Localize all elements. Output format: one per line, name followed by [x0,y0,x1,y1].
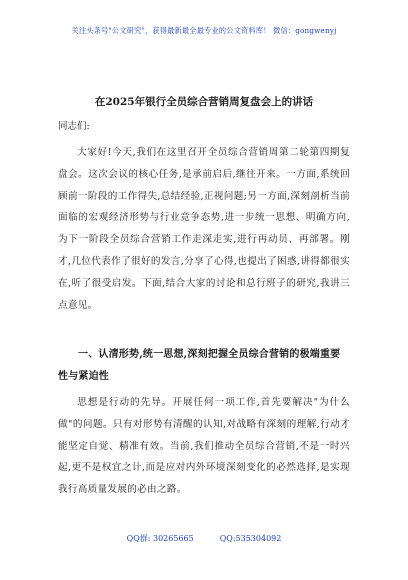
salutation: 同志们: [58,121,90,132]
document-title: 在2025年银行全员综合营销周复盘会上的讲话 [94,96,314,108]
footer-qq: QQ:535304092 [219,534,282,543]
footer-qq-group: QQ群: 30265665 [126,534,194,543]
section-heading-1: 一、认清形势,统一思想,深刻把握全员综合营销的极端重要性与紧迫性 [58,349,341,382]
paragraph-1: 大家好!今天,我们在这里召开全员综合营销周第二轮第四期复盘会。这次会议的核心任务,是承前启后,继往开来。一方面,系统回顾前一阶段的工作得失,总结经验,正视问题;另一方面,深刻剖析当前面临的宏观经济形势与行业竞争态势,进一步统一思想、明确方向,为下一阶段全员综合营销工作走深走实,进行再动员、再部署。刚才,几位代表作了很好的发言,分享了心得,也提出了困惑,讲得都很实在,听了很受启发。下面,结合大家的讨论和总行班子的研究,我讲三点意见。 [58,147,350,311]
paragraph-2: 思想是行动的先导。开展任何一项工作,首先要解决"为什么做"的问题。只有对形势有清醒的认知,对战略有深刻的理解,行动才能坚定自觉、精准有效。当前,我们推动全员综合营销,不是一时兴起,更不是权宜之计,而是应对内外环境深刻变化的必然选择,是实现我行高质量发展的必由之路。 [58,397,350,496]
header-banner: 关注头条号"公文研究"，获得最新最全最专业的公文资料库！ 微信：gongwenyj [71,26,337,35]
footer-contact [0,533,408,544]
